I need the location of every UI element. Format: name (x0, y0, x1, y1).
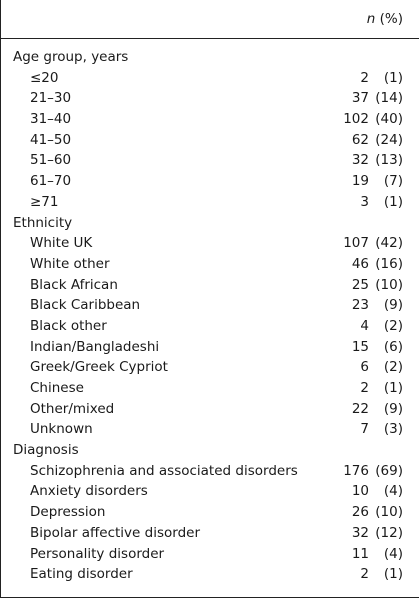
section-heading (0, 47, 419, 68)
row-percent: (24) (375, 131, 403, 148)
row-count: 3 (360, 193, 369, 210)
row-count: 46 (351, 255, 369, 272)
row-percent: (6) (383, 338, 403, 355)
row-label: Bipolar affective disorder (30, 524, 200, 541)
row-percent: (2) (383, 317, 403, 334)
table-row (0, 88, 419, 109)
table-row (0, 171, 419, 192)
header-rule (0, 38, 419, 39)
section-heading (0, 213, 419, 234)
row-count: 23 (351, 297, 369, 314)
table-row (0, 275, 419, 296)
row-label: ≥71 (30, 193, 59, 210)
row-value (352, 337, 403, 358)
row-percent: (16) (375, 255, 403, 272)
row-percent: (1) (383, 566, 403, 583)
row-label: ≤20 (30, 69, 59, 86)
row-count: 6 (360, 359, 369, 376)
row-label: Black other (30, 317, 107, 334)
row-count: 26 (351, 504, 369, 521)
row-count: 25 (351, 276, 369, 293)
column-header-n: n (366, 11, 376, 27)
row-label: Chinese (30, 380, 84, 396)
row-value (352, 150, 403, 171)
row-label: Black African (30, 276, 118, 293)
table-row (0, 378, 419, 399)
table-row (0, 502, 419, 523)
table-row (0, 192, 419, 213)
row-count: 10 (351, 483, 369, 500)
row-value (360, 564, 403, 585)
row-value (352, 130, 403, 151)
section-title: Diagnosis (13, 442, 79, 459)
row-count: 15 (351, 338, 369, 355)
row-percent: (3) (383, 421, 403, 438)
table-row (0, 130, 419, 151)
row-percent: (12) (375, 524, 403, 541)
row-label: 51–60 (30, 152, 72, 169)
table-row (0, 357, 419, 378)
row-value (360, 192, 403, 213)
row-value (352, 295, 403, 316)
table-row (0, 337, 419, 358)
row-count: 11 (351, 545, 369, 562)
row-label: Personality disorder (30, 545, 165, 562)
row-label: White other (30, 255, 110, 272)
row-percent: (7) (383, 173, 403, 190)
row-label: 21–30 (30, 90, 72, 107)
row-label: Schizophrenia and associated disorders (30, 462, 298, 479)
row-percent: (10) (375, 504, 403, 521)
table-row (0, 150, 419, 171)
row-value (352, 544, 403, 565)
table-row (0, 481, 419, 502)
row-percent: (9) (383, 400, 403, 417)
section-title: Age group, years (13, 49, 129, 65)
row-value (360, 419, 403, 440)
table-row (0, 316, 419, 337)
row-label: Black Caribbean (30, 297, 141, 314)
row-value (352, 254, 403, 275)
row-value (352, 171, 403, 192)
row-value (352, 502, 403, 523)
row-percent: (69) (375, 462, 403, 479)
row-count: 2 (360, 69, 369, 86)
section-title: Ethnicity (13, 214, 73, 231)
table-row (0, 295, 419, 316)
row-label: White UK (30, 235, 93, 252)
row-percent: (1) (383, 69, 403, 86)
row-label: 31–40 (30, 111, 72, 128)
row-count: 7 (360, 421, 369, 438)
row-label: Other/mixed (30, 400, 115, 417)
row-count: 2 (360, 380, 369, 396)
row-count: 37 (351, 90, 369, 107)
table-row (0, 461, 419, 482)
row-count: 2 (360, 566, 369, 583)
table-row (0, 254, 419, 275)
row-label: Anxiety disorders (30, 483, 148, 500)
column-header-pct: (%) (379, 11, 403, 27)
row-label: 61–70 (30, 173, 72, 190)
row-value (352, 275, 403, 296)
table-row (0, 109, 419, 130)
row-count: 102 (343, 111, 369, 128)
row-value (343, 233, 403, 254)
row-percent: (40) (375, 111, 403, 128)
row-label: Indian/Bangladeshi (30, 338, 160, 355)
section-heading (0, 440, 419, 461)
row-value (343, 109, 403, 130)
row-percent: (4) (383, 545, 403, 562)
row-value (360, 357, 403, 378)
row-percent: (2) (383, 359, 403, 376)
row-percent: (42) (375, 235, 403, 252)
table-row (0, 564, 419, 585)
row-label: Eating disorder (30, 566, 133, 583)
row-value (360, 68, 403, 89)
row-label: Greek/Greek Cypriot (30, 359, 168, 376)
row-count: 4 (360, 317, 369, 334)
row-value (343, 461, 403, 482)
row-value (352, 399, 403, 420)
table-row (0, 68, 419, 89)
row-value (352, 88, 403, 109)
row-value (360, 316, 403, 337)
row-count: 19 (351, 173, 369, 190)
row-percent: (9) (383, 297, 403, 314)
row-count: 107 (343, 235, 369, 252)
row-percent: (14) (375, 90, 403, 107)
column-header (0, 8, 403, 30)
row-count: 176 (343, 462, 369, 479)
row-label: Unknown (30, 421, 93, 438)
row-percent: (4) (383, 483, 403, 500)
table-row (0, 544, 419, 565)
row-value (360, 378, 403, 399)
row-value (352, 481, 403, 502)
row-count: 22 (351, 400, 369, 417)
table-row (0, 399, 419, 420)
row-percent: (10) (375, 276, 403, 293)
row-count: 32 (351, 524, 369, 541)
table-row (0, 523, 419, 544)
row-value (352, 523, 403, 544)
row-percent: (13) (375, 152, 403, 169)
row-label: Depression (30, 504, 106, 521)
row-label: 41–50 (30, 131, 72, 148)
table-body (0, 47, 419, 585)
row-percent: (1) (383, 380, 403, 396)
row-count: 32 (351, 152, 369, 169)
row-percent: (1) (383, 193, 403, 210)
table-row (0, 233, 419, 254)
table-row (0, 419, 419, 440)
row-count: 62 (351, 131, 369, 148)
